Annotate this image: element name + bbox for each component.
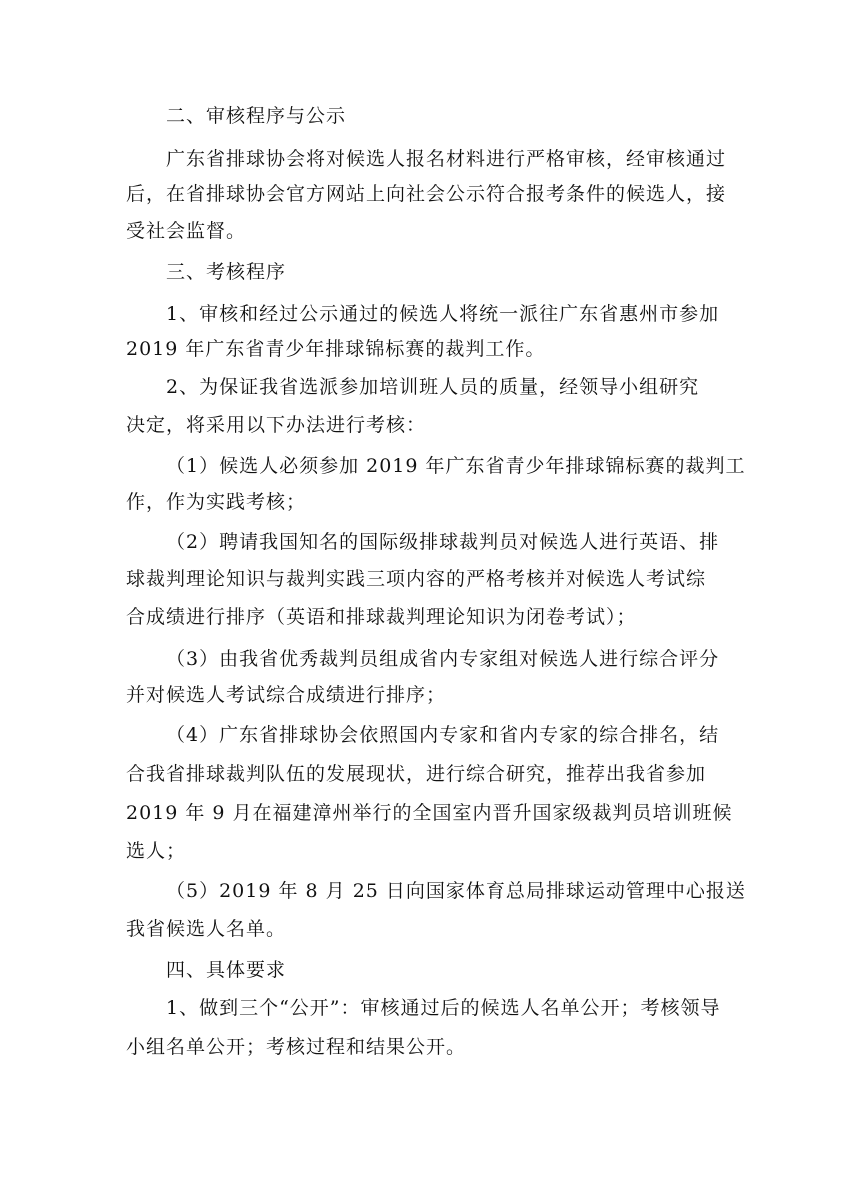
list-item-line: 并对候选人考试综合成绩进行排序； bbox=[126, 684, 447, 706]
list-item-line: 2019 年 9 月在福建漳州举行的全国室内晋升国家级裁判员培训班候 bbox=[126, 802, 733, 824]
paragraph-line: 受社会监督。 bbox=[126, 220, 247, 242]
list-item-line: （1）候选人必须参加 2019 年广东省青少年排球锦标赛的裁判工 bbox=[166, 455, 746, 477]
list-item-line: （2）聘请我国知名的国际级排球裁判员对候选人进行英语、排 bbox=[166, 531, 720, 553]
list-item-line: （5）2019 年 8 月 25 日向国家体育总局排球运动管理中心报送 bbox=[166, 880, 746, 902]
paragraph-line: 决定，将采用以下办法进行考核： bbox=[126, 414, 427, 436]
list-item-line: 合成绩进行排序（英语和排球裁判理论知识为闭卷考试）； bbox=[126, 606, 637, 628]
list-item-line: 球裁判理论知识与裁判实践三项内容的严格考核并对候选人考试综 bbox=[126, 568, 707, 590]
paragraph-line: 2、为保证我省选派参加培训班人员的质量，经领导小组研究 bbox=[166, 376, 700, 398]
list-item-line: 我省候选人名单。 bbox=[126, 918, 287, 940]
list-item-line: （3）由我省优秀裁判员组成省内专家组对候选人进行综合评分 bbox=[166, 648, 720, 670]
list-item-line: 合我省排球裁判队伍的发展现状，进行综合研究，推荐出我省参加 bbox=[126, 763, 707, 785]
section-heading-review: 二、审核程序与公示 bbox=[166, 105, 347, 127]
section-heading-assessment: 三、考核程序 bbox=[166, 261, 287, 283]
paragraph-line: 小组名单公开；考核过程和结果公开。 bbox=[126, 1036, 467, 1058]
paragraph-line: 广东省排球协会将对候选人报名材料进行严格审核，经审核通过 bbox=[166, 148, 727, 170]
paragraph-line: 2019 年广东省青少年排球锦标赛的裁判工作。 bbox=[126, 338, 546, 360]
paragraph-line: 1、做到三个“公开”：审核通过后的候选人名单公开；考核领导 bbox=[166, 997, 721, 1019]
list-item-line: （4）广东省排球协会依照国内专家和省内专家的综合排名，结 bbox=[166, 724, 720, 746]
section-heading-requirements: 四、具体要求 bbox=[166, 959, 287, 981]
list-item-line: 选人； bbox=[126, 840, 187, 862]
paragraph-line: 后，在省排球协会官方网站上向社会公示符合报考条件的候选人，接 bbox=[126, 183, 727, 205]
paragraph-line: 1、审核和经过公示通过的候选人将统一派往广东省惠州市参加 bbox=[166, 303, 720, 325]
list-item-line: 作，作为实践考核； bbox=[126, 491, 307, 513]
